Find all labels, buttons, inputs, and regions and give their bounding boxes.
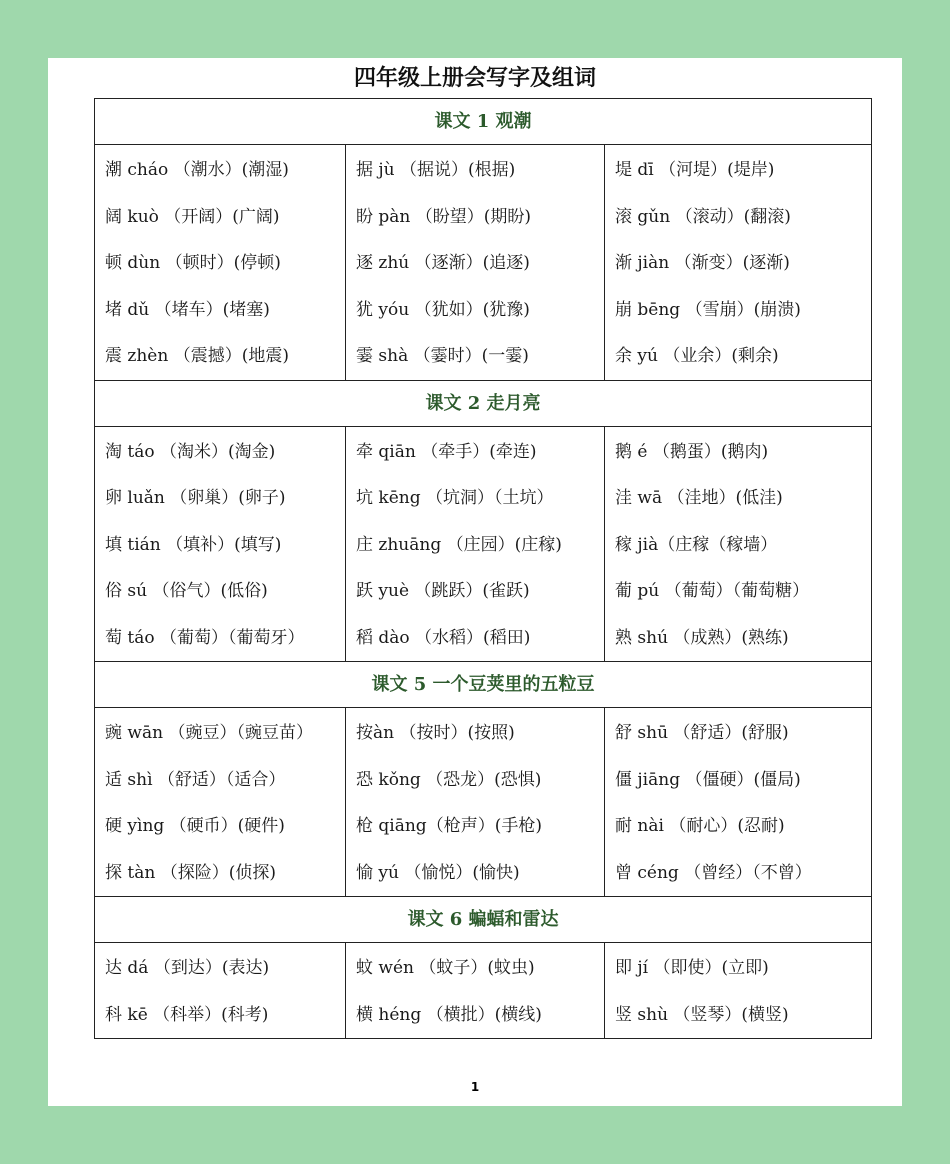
word-column [95, 427, 346, 662]
lesson-section [95, 381, 871, 663]
character-entry: 据 jù （据说）(根据) [356, 160, 516, 180]
word-column [95, 145, 346, 380]
character-entry: 葡 pú （葡萄）（葡萄糖） [615, 581, 810, 601]
character-entry: 逐 zhú （逐渐）(追逐) [356, 253, 530, 273]
character-entry: 堤 dī （河堤）(堤岸) [615, 160, 775, 180]
page-title: 四年级上册会写字及组词 [353, 66, 596, 91]
character-entry: 庄 zhuāng （庄园）(庄稼) [356, 534, 562, 555]
character-entry: 曾 céng （曾经）（不曾） [615, 862, 812, 883]
word-column [346, 427, 605, 662]
character-entry: 稻 dào （水稻）(稻田) [356, 627, 531, 648]
character-entry: 枪 qiāng（枪声）(手枪) [356, 816, 542, 836]
character-entry: 坑 kēng （坑洞）（土坑） [356, 488, 554, 508]
lesson-section [95, 99, 871, 381]
word-column [95, 943, 346, 1038]
character-entry: 耐 nài （耐心）(忍耐) [615, 816, 785, 836]
word-column [346, 708, 605, 896]
character-entry: 即 jí （即使）(立即) [615, 958, 769, 978]
word-column [605, 708, 870, 896]
character-entry: 僵 jiāng （僵硬）(僵局) [615, 769, 801, 790]
character-entry: 舒 shū （舒适）(舒服) [615, 723, 789, 743]
character-entry: 蚊 wén （蚊子）(蚊虫) [356, 958, 535, 978]
word-column [346, 145, 605, 380]
character-entry: 顿 dùn （顿时）(停顿) [105, 253, 281, 273]
character-entry: 堵 dǔ （堵车）(堵塞) [105, 299, 270, 320]
lesson-body [95, 427, 871, 663]
lesson-section [95, 897, 871, 1038]
character-entry: 崩 bēng （雪崩）(崩溃) [615, 299, 801, 320]
character-entry: 愉 yú （愉悦）(愉快) [356, 862, 520, 883]
character-entry: 达 dá （到达）(表达) [105, 958, 270, 978]
character-entry: 硬 yìng （硬币）(硬件) [105, 816, 285, 836]
character-entry: 阔 kuò （开阔）(广阔) [105, 206, 280, 227]
character-entry: 渐 jiàn （渐变）(逐渐) [615, 253, 790, 273]
character-entry: 盼 pàn （盼望）(期盼) [356, 206, 532, 227]
character-entry: 探 tàn （探险）(侦探) [105, 862, 276, 883]
lesson-body [95, 708, 871, 897]
character-entry: 豌 wān （豌豆）（豌豆苗） [105, 723, 313, 743]
character-entry: 萄 táo （葡萄）（葡萄牙） [105, 627, 305, 648]
word-column [346, 943, 605, 1038]
character-entry: 科 kē （科举）(科考) [105, 1004, 269, 1025]
character-entry: 霎 shà （霎时）(一霎) [356, 346, 529, 366]
character-entry: 适 shì （舒适）（适合） [105, 769, 286, 790]
lesson-heading: 课文 5 一个豆荚里的五粒豆 [95, 662, 871, 708]
character-entry: 俗 sú （俗气）(低俗) [105, 581, 268, 601]
character-entry: 填 tián （填补）(填写) [105, 534, 282, 555]
character-entry: 洼 wā （洼地）(低洼) [615, 488, 783, 508]
character-entry: 余 yú （业余）(剩余) [615, 346, 779, 366]
character-entry: 震 zhèn （震撼）(地震) [105, 346, 289, 366]
lesson-heading: 课文 2 走月亮 [95, 381, 871, 427]
lesson-section [95, 662, 871, 897]
word-column [95, 708, 346, 896]
character-entry: 稼 jià（庄稼（稼墙） [615, 534, 778, 555]
character-entry: 潮 cháo （潮水）(潮湿) [105, 160, 289, 180]
character-entry: 鹅 é （鹅蛋）(鹅肉) [615, 441, 769, 462]
character-entry: 卵 luǎn （卵巢）(卵子) [105, 488, 286, 508]
word-column [605, 145, 870, 380]
character-entry: 淘 táo （淘米）(淘金) [105, 441, 276, 462]
character-entry: 犹 yóu （犹如）(犹豫) [356, 299, 530, 320]
lesson-heading: 课文 1 观潮 [95, 99, 871, 145]
worksheet-page [48, 58, 902, 1106]
word-column [605, 943, 870, 1038]
character-entry: 跃 yuè （跳跃）(雀跃) [356, 581, 530, 601]
page-number: 1 [470, 1080, 480, 1094]
character-entry: 竖 shù （竖琴）(横竖) [615, 1004, 789, 1025]
character-entry: 按àn （按时）(按照) [356, 723, 515, 743]
lesson-body [95, 145, 871, 381]
vocabulary-table [94, 98, 872, 1039]
lesson-heading: 课文 6 蝙蝠和雷达 [95, 897, 871, 943]
character-entry: 熟 shú （成熟）(熟练) [615, 627, 789, 648]
character-entry: 牵 qiān （牵手）(牵连) [356, 441, 537, 462]
lesson-body [95, 943, 871, 1038]
word-column [605, 427, 870, 662]
character-entry: 横 héng （横批）(横线) [356, 1004, 542, 1025]
character-entry: 恐 kǒng （恐龙）(恐惧) [356, 769, 542, 790]
character-entry: 滚 gǔn （滚动）(翻滚) [615, 206, 791, 227]
